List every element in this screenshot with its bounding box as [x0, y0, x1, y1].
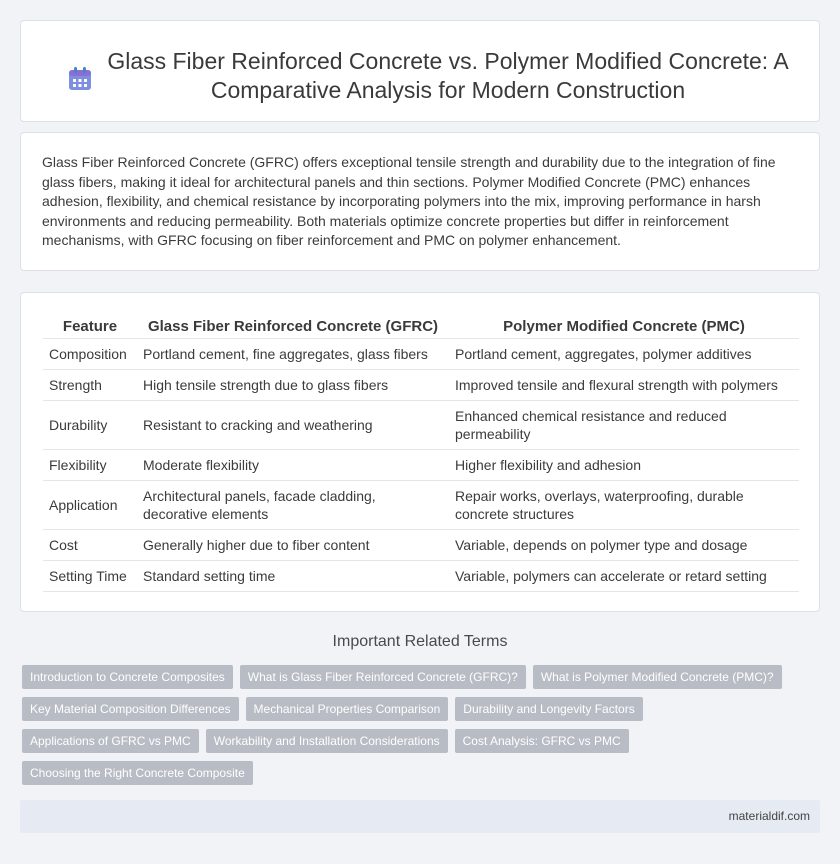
tag-link[interactable]: Mechanical Properties Comparison [246, 697, 449, 721]
gfrc-cell: Standard setting time [137, 560, 449, 591]
tag-link[interactable]: Introduction to Concrete Composites [22, 665, 233, 689]
table-row [43, 480, 799, 529]
feature-cell: Application [43, 480, 137, 529]
table-row [43, 529, 799, 560]
tag-link[interactable]: What is Polymer Modified Concrete (PMC)? [533, 665, 782, 689]
pmc-cell: Variable, depends on polymer type and dosage [449, 529, 799, 560]
gfrc-cell: Resistant to cracking and weathering [137, 400, 449, 449]
feature-cell: Flexibility [43, 449, 137, 480]
tag-link[interactable]: Workability and Installation Considerations [206, 729, 448, 753]
table-row [43, 369, 799, 400]
page-title: Glass Fiber Reinforced Concrete vs. Polymer Modified Concrete: A Comparative Analysis for Modern Construction [107, 48, 789, 103]
feature-cell: Setting Time [43, 560, 137, 591]
pmc-cell: Variable, polymers can accelerate or retard setting [449, 560, 799, 591]
pmc-cell: Improved tensile and flexural strength with polymers [449, 369, 799, 400]
comparison-table-card [20, 292, 820, 612]
tag-link[interactable]: Cost Analysis: GFRC vs PMC [455, 729, 629, 753]
footer [20, 800, 820, 833]
header-card [20, 20, 820, 122]
comparison-table [43, 311, 799, 592]
tag-link[interactable]: What is Glass Fiber Reinforced Concrete (GFRC)? [240, 665, 526, 689]
feature-cell: Durability [43, 400, 137, 449]
header-pmc: Polymer Modified Concrete (PMC) [449, 311, 799, 338]
feature-cell: Composition [43, 338, 137, 369]
table-row [43, 449, 799, 480]
table-row [43, 560, 799, 591]
tag-link[interactable]: Choosing the Right Concrete Composite [22, 761, 253, 785]
related-terms-tags [22, 665, 802, 793]
table-header-row [43, 311, 799, 338]
header-feature: Feature [43, 311, 137, 338]
gfrc-cell: Moderate flexibility [137, 449, 449, 480]
gfrc-cell: Generally higher due to fiber content [137, 529, 449, 560]
intro-card [20, 132, 820, 271]
pmc-cell: Enhanced chemical resistance and reduced permeability [449, 400, 799, 449]
pmc-cell: Higher flexibility and adhesion [449, 449, 799, 480]
calendar-icon [67, 66, 93, 92]
related-terms-title: Important Related Terms [332, 633, 508, 650]
footer-site-name[interactable]: materialdif.com [728, 809, 810, 823]
tag-link[interactable]: Durability and Longevity Factors [455, 697, 642, 721]
gfrc-cell: High tensile strength due to glass fibers [137, 369, 449, 400]
pmc-cell: Portland cement, aggregates, polymer additives [449, 338, 799, 369]
gfrc-cell: Portland cement, fine aggregates, glass fibers [137, 338, 449, 369]
pmc-cell: Repair works, overlays, waterproofing, durable concrete structures [449, 480, 799, 529]
feature-cell: Strength [43, 369, 137, 400]
intro-paragraph: Glass Fiber Reinforced Concrete (GFRC) offers exceptional tensile strength and durability due to the integration of fine glass fibers, making it ideal for architectural panels and thin sections. Polymer Modified Concrete (PMC) enhances adhesion, flexibility, and chemical resistance by incorporating polymers into the mix, improving performance in harsh environments and reducing permeability. Both materials optimize concrete properties but differ in reinforcement mechanisms, with GFRC focusing on fiber reinforcement and PMC on polymer enhancement. [42, 154, 776, 248]
feature-cell: Cost [43, 529, 137, 560]
table-row [43, 400, 799, 449]
tag-link[interactable]: Applications of GFRC vs PMC [22, 729, 199, 753]
table-row [43, 338, 799, 369]
tag-link[interactable]: Key Material Composition Differences [22, 697, 239, 721]
gfrc-cell: Architectural panels, facade cladding, decorative elements [137, 480, 449, 529]
header-gfrc: Glass Fiber Reinforced Concrete (GFRC) [137, 311, 449, 338]
